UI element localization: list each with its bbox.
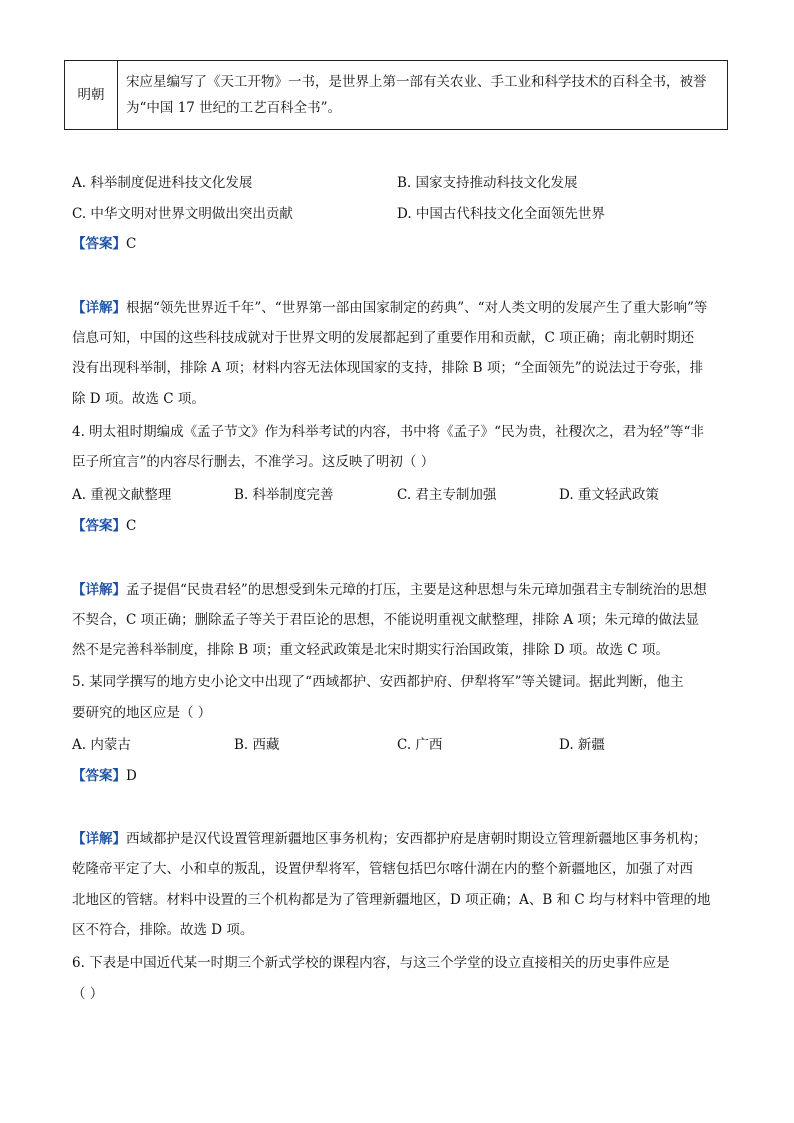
- q5-detail-line: [72, 829, 707, 849]
- detail-tag: 【详解】: [72, 582, 126, 598]
- q5-option-a: A. 内蒙古: [72, 737, 131, 753]
- q6-stem-line: 6. 下表是中国近代某一时期三个新式学校的课程内容，与这三个学堂的设立直接相关的历史事件应是: [72, 955, 670, 971]
- q4-detail-line: [72, 580, 707, 600]
- q3-option-c: C. 中华文明对世界文明做出突出贡献: [72, 206, 293, 222]
- table-row: [65, 61, 728, 130]
- q3-detail-line: 信息可知，中国的这些科技成就对于世界文明的发展都起到了重要作用和贡献，C 项正确；南北朝时期还: [72, 330, 695, 346]
- q5-option-d: D. 新疆: [559, 737, 605, 753]
- answer-tag: 【答案】: [72, 768, 126, 784]
- material-table: [64, 60, 728, 130]
- q3-option-d: D. 中国古代科技文化全面领先世界: [397, 206, 605, 222]
- q5-option-b: B. 西藏: [234, 737, 280, 753]
- q4-option-b: B. 科举制度完善: [234, 487, 334, 503]
- answer-tag: 【答案】: [72, 518, 126, 534]
- detail-tag: 【详解】: [72, 300, 126, 316]
- q3-option-a: A. 科举制度促进科技文化发展: [72, 175, 253, 191]
- q5-stem-line: 5. 某同学撰写的地方史小论文中出现了“西域都护、安西都护府、伊犁将军”等关键词。据此判断，他主: [72, 674, 684, 690]
- q4-stem-line: 臣子所宜言”的内容尽行删去，不准学习。这反映了明初（ ）: [72, 454, 435, 470]
- q3-answer: [72, 234, 136, 254]
- detail-text: 孟子提倡“民贵君轻”的思想受到朱元璋的打压，主要是这种思想与朱元璋加强君主专制统治的思想: [126, 582, 707, 598]
- q4-stem-line: 4. 明太祖时期编成《孟子节文》作为科举考试的内容，书中将《孟子》“民为贵，社稷次之，君为轻”等“非: [72, 424, 704, 440]
- q5-answer: [72, 766, 137, 786]
- answer-tag: 【答案】: [72, 236, 126, 252]
- answer-value: D: [126, 768, 137, 784]
- q6-stem-line: （ ）: [72, 986, 104, 1002]
- q5-stem-line: 要研究的地区应是（ ）: [72, 705, 212, 721]
- detail-tag: 【详解】: [72, 831, 126, 847]
- q4-detail-line: 不契合，C 项正确；删除孟子等关于君臣论的思想，不能说明重视文献整理，排除 A 项；朱元璋的做法显: [72, 612, 699, 628]
- q5-option-c: C. 广西: [397, 737, 443, 753]
- detail-text: 根据“领先世界近千年”、“世界第一部由国家制定的药典”、“对人类文明的发展产生了重大影响”等: [126, 300, 708, 316]
- answer-value: C: [126, 236, 137, 252]
- q5-detail-line: 北地区的管辖。材料中设置的三个机构都是为了管理新疆地区，D 项正确；A、B 和 C 均与材料中管理的地: [72, 892, 711, 908]
- answer-value: C: [126, 518, 137, 534]
- q3-detail-line: 没有出现科举制，排除 A 项；材料内容无法体现国家的支持，排除 B 项；“全面领先”的说法过于夸张，排: [72, 360, 704, 376]
- q4-answer: [72, 516, 136, 536]
- q3-detail-line: [72, 298, 707, 318]
- detail-text: 西域都护是汉代设置管理新疆地区事务机构；安西都护府是唐朝时期设立管理新疆地区事务机构；: [126, 831, 707, 847]
- q3-detail-line: 除 D 项。故选 C 项。: [72, 391, 205, 407]
- q5-detail-line: 乾隆帝平定了大、小和卓的叛乱，设置伊犁将军，管辖包括巴尔喀什湖在内的整个新疆地区，加强了对西: [72, 861, 693, 877]
- q5-detail-line: 区不符合，排除。故选 D 项。: [72, 922, 254, 938]
- q4-option-c: C. 君主专制加强: [397, 487, 497, 503]
- table-cell-description: 宋应星编写了《天工开物》一书，是世界上第一部有关农业、手工业和科学技术的百科全书，被誉为“中国 17 世纪的工艺百科全书”。: [118, 61, 728, 130]
- q4-detail-line: 然不是完善科举制度，排除 B 项；重文轻武政策是北宋时期实行治国政策，排除 D 项。故选 C 项。: [72, 642, 669, 658]
- q3-option-b: B. 国家支持推动科技文化发展: [397, 175, 578, 191]
- table-cell-era: 明朝: [65, 61, 118, 130]
- q4-option-a: A. 重视文献整理: [72, 487, 172, 503]
- q4-option-d: D. 重文轻武政策: [559, 487, 659, 503]
